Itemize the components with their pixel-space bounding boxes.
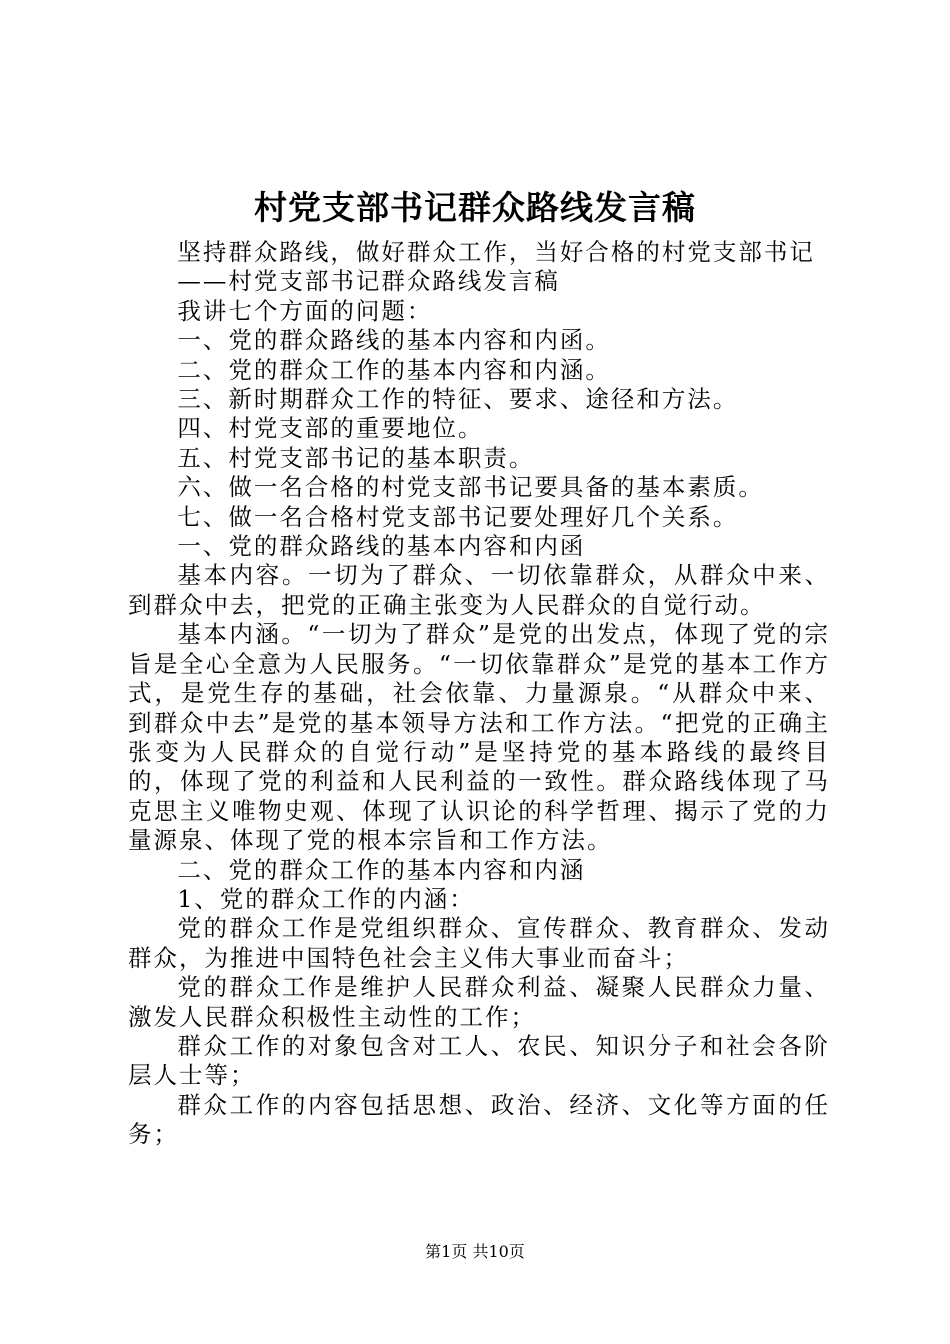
- paragraph: 基本内容。一切为了群众、一切依靠群众，从群众中来、到群众中去，把党的正确主张变为人民群众的自觉行动。: [128, 561, 830, 619]
- paragraph: 五、村党支部书记的基本职责。: [177, 443, 535, 472]
- page-number-footer: 第1页 共10页: [425, 1242, 525, 1261]
- paragraph: 四、村党支部的重要地位。: [177, 414, 484, 443]
- section-heading: 一、党的群众路线的基本内容和内函: [177, 532, 586, 561]
- document-title: 村党支部书记群众路线发言稿: [254, 188, 696, 227]
- paragraph: ——村党支部书记群众路线发言稿: [177, 267, 560, 296]
- paragraph: 七、做一名合格村党支部书记要处理好几个关系。: [177, 502, 739, 531]
- paragraph: 群众工作的内容包括思想、政治、经济、文化等方面的任务；: [128, 1090, 830, 1149]
- document-body: [128, 238, 830, 1150]
- paragraph: 我讲七个方面的问题：: [177, 296, 433, 325]
- paragraph: 党的群众工作是党组织群众、宣传群众、教育群众、发动群众，为推进中国特色社会主义伟大事业而奋斗；: [128, 914, 830, 972]
- section-heading: 二、党的群众工作的基本内容和内涵: [177, 855, 586, 884]
- paragraph: 群众工作的对象包含对工人、农民、知识分子和社会各阶层人士等；: [128, 1031, 830, 1090]
- paragraph: 1、党的群众工作的内涵：: [177, 884, 475, 913]
- paragraph: 基本内涵。“一切为了群众”是党的出发点，体现了党的宗旨是全心全意为人民服务。“一切依靠群众”是党的基本工作方式，是党生存的基础，社会依靠、力量源泉。“从群众中来、到群众中去”是党的基本领导方法和工作方法。“把党的正确主张变为人民群众的自觉行动”是坚持党的基本路线的最终目的，体现了党的利益和人民利益的一致性。群众路线体现了马克思主义唯物史观、体现了认识论的科学哲理、揭示了党的力量源泉、体现了党的根本宗旨和工作方法。: [128, 620, 830, 855]
- paragraph: 二、党的群众工作的基本内容和内涵。: [177, 355, 611, 384]
- paragraph: 坚持群众路线，做好群众工作，当好合格的村党支部书记: [177, 238, 815, 266]
- paragraph: 六、做一名合格的村党支部书记要具备的基本素质。: [177, 473, 764, 502]
- paragraph: 党的群众工作是维护人民群众利益、凝聚人民群众力量、激发人民群众积极性主动性的工作；: [128, 973, 830, 1031]
- paragraph: 三、新时期群众工作的特征、要求、途径和方法。: [177, 385, 739, 414]
- paragraph: 一、党的群众路线的基本内容和内函。: [177, 326, 611, 355]
